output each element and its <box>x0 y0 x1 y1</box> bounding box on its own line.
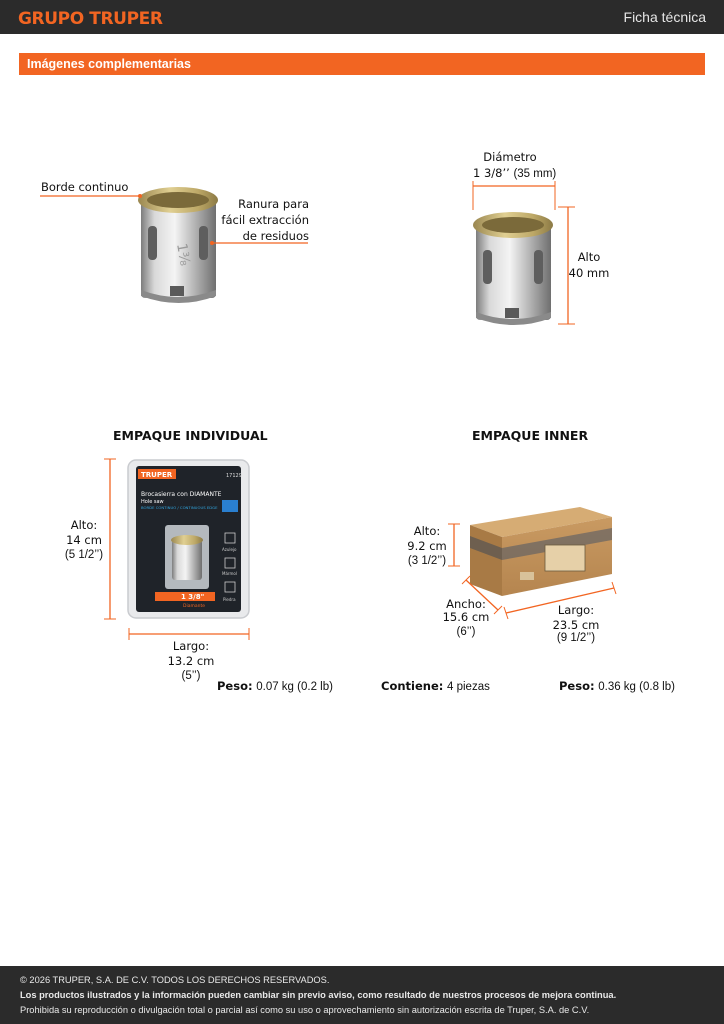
svg-text:Brocasierra con DIAMANTE: Brocasierra con DIAMANTE <box>141 491 222 498</box>
diameter-title: Diámetro <box>483 150 537 164</box>
individual-length-title: Largo: <box>172 639 210 653</box>
label-slot-line-1: Ranura para <box>238 197 309 211</box>
label-slot-line-2: fácil extracción <box>221 213 309 227</box>
inner-height-in: (3 1/2’’) <box>407 555 447 567</box>
svg-text:TRUPER: TRUPER <box>141 471 173 479</box>
svg-text:Mármol: Mármol <box>222 571 237 576</box>
height-value: 40 mm <box>568 266 610 280</box>
individual-height-title: Alto: <box>70 518 98 532</box>
inner-pack-title: EMPAQUE INNER <box>472 428 589 443</box>
svg-text:17129: 17129 <box>226 473 242 479</box>
label-slot-line-3: de residuos <box>242 229 309 243</box>
label-continuous-edge: Borde continuo <box>41 180 129 194</box>
inner-height-cm: 9.2 cm <box>407 539 447 553</box>
svg-text:BORDE CONTINUO / CONTINUOUS ED: BORDE CONTINUO / CONTINUOUS EDGE <box>141 505 218 510</box>
diameter-value-line <box>473 166 556 182</box>
diameter-value: 1 3/8’’ <box>473 166 510 180</box>
height-title: Alto <box>577 250 601 264</box>
svg-text:1⅜: 1⅜ <box>173 242 193 267</box>
svg-text:1 3/8": 1 3/8" <box>181 593 205 601</box>
inner-contains-title: Contiene: <box>381 679 444 693</box>
inner-length-cm: 23.5 cm <box>552 618 600 632</box>
individual-length-in: (5’’) <box>181 670 201 682</box>
inner-height-title: Alto: <box>413 524 441 538</box>
footer <box>0 966 724 1024</box>
inner-length-title: Largo: <box>557 603 595 617</box>
section-title: Imágenes complementarias <box>27 57 191 71</box>
individual-length-cm: 13.2 cm <box>167 654 215 668</box>
svg-text:Diamante: Diamante <box>183 604 205 609</box>
svg-text:Piedra: Piedra <box>223 597 236 602</box>
diameter-metric: (35 mm) <box>513 168 557 180</box>
hole-saw-right-image <box>473 212 553 325</box>
individual-weight-title: Peso: <box>217 679 253 693</box>
inner-width-in: (6’’) <box>456 626 476 638</box>
footer-copyright: © 2026 TRUPER, S.A. DE C.V. TODOS LOS DERECHOS RESERVADOS. <box>20 975 330 985</box>
inner-box-image <box>470 507 612 596</box>
inner-contains-value: 4 piezas <box>447 681 490 693</box>
footer-notice: Los productos ilustrados y la información pueden cambiar sin previo aviso, como resultado de nuestros procesos de mejora continua. <box>20 990 617 1000</box>
inner-width-title: Ancho: <box>446 597 486 611</box>
document-type: Ficha técnica <box>623 9 706 25</box>
inner-weight-value: 0.36 kg (0.8 lb) <box>598 681 675 693</box>
footer-legal: Prohibida su reproducción o divulgación total o parcial así como su uso o aprovechamiento sin autorización escrita de Truper, S.A. de C.V. <box>20 1005 590 1015</box>
svg-text:Azulejo: Azulejo <box>222 547 237 552</box>
individual-package-image <box>128 460 249 618</box>
svg-text:Hole saw: Hole saw <box>141 499 164 505</box>
individual-weight-value: 0.07 kg (0.2 lb) <box>256 681 333 693</box>
individual-height-cm: 14 cm <box>66 533 102 547</box>
individual-height-in: (5 1/2’’) <box>64 549 104 561</box>
inner-length-in: (9 1/2’’) <box>556 632 596 644</box>
inner-weight <box>559 679 675 695</box>
individual-weight <box>217 679 333 695</box>
inner-width-cm: 15.6 cm <box>442 610 490 624</box>
individual-pack-title: EMPAQUE INDIVIDUAL <box>113 428 268 443</box>
inner-contains <box>381 679 490 695</box>
brand-logo: GRUPO TRUPER <box>18 9 163 29</box>
inner-weight-title: Peso: <box>559 679 595 693</box>
